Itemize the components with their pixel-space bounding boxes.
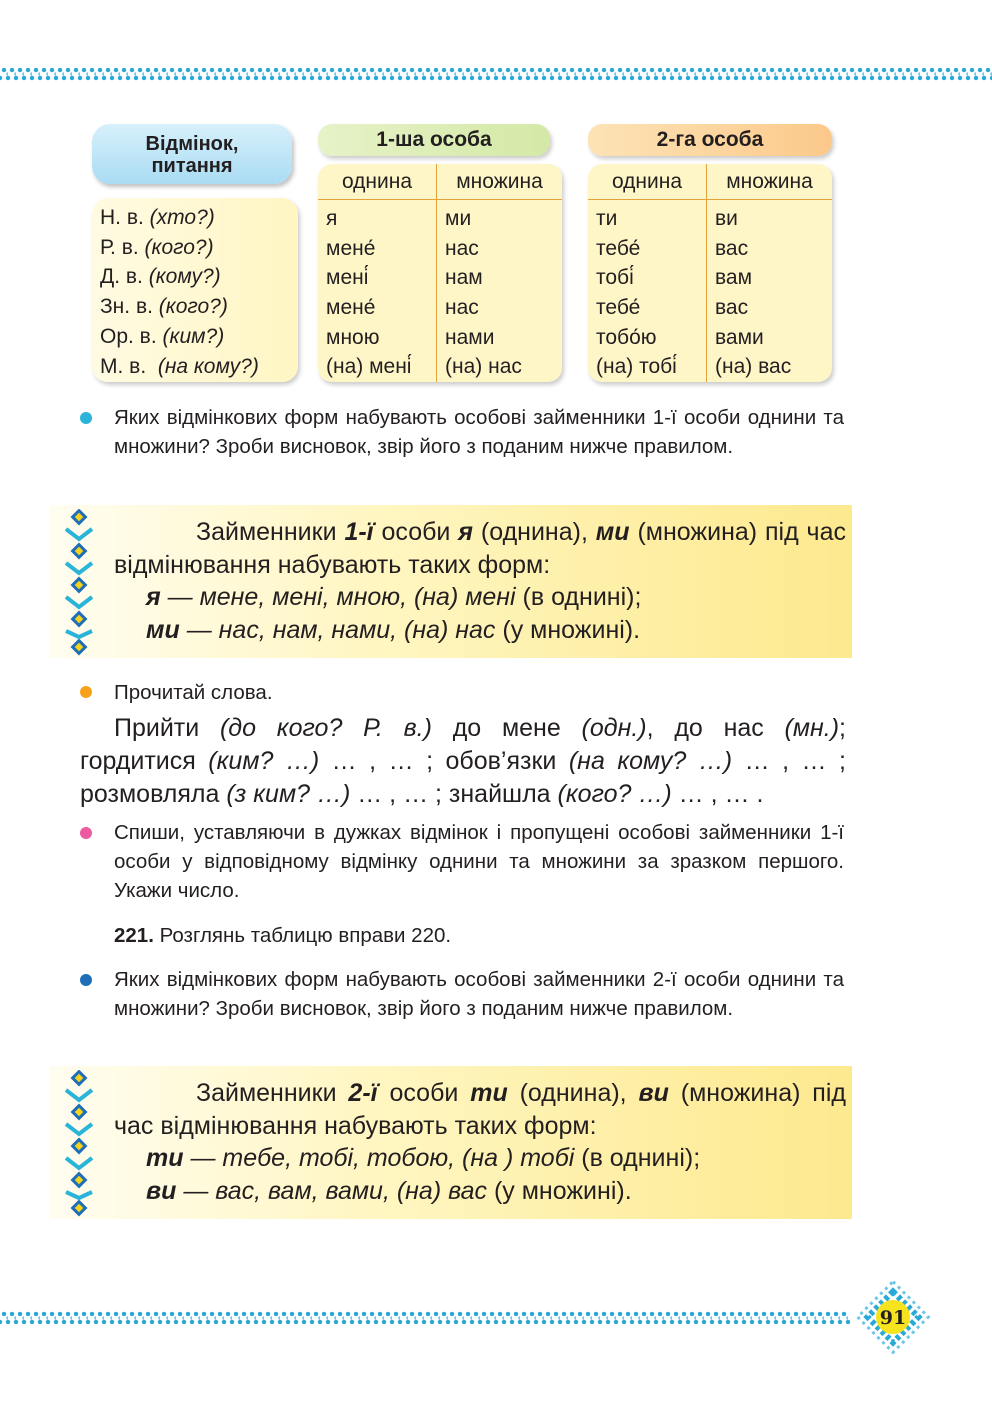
table-cell: тобі́	[596, 266, 634, 290]
table-cell: мною	[326, 325, 380, 349]
rule-1-text	[114, 516, 846, 646]
table-cell: нас	[445, 296, 479, 320]
table-cell: мене́	[326, 296, 376, 320]
case-header-line1: Відмінок,	[145, 133, 239, 155]
embroidery-ornament-icon	[64, 509, 94, 657]
first-person-plural-column	[436, 164, 562, 382]
case-row: Ор. в. (ким?)	[100, 324, 225, 348]
bullet-icon	[80, 827, 92, 839]
table-cell: вас	[715, 296, 749, 320]
plural-label: множина	[707, 164, 832, 200]
table-cell: нас	[445, 236, 479, 260]
case-row: Д. в. (кому?)	[100, 265, 221, 289]
rule-2-singular-line: ти — тебе, тобі, тобою, (на ) тобі (в однині);	[146, 1144, 701, 1172]
second-person-singular-column	[588, 164, 706, 382]
table-cell: вам	[715, 266, 753, 290]
top-ornament-border	[0, 66, 992, 82]
task-4-text: Яких відмінкових форм набувають особові займенники 2-ї особи однини та множини? Зроби висновок, звір його з поданим нижче правилом.	[114, 968, 844, 1020]
table-cell: мене́	[326, 236, 376, 260]
bullet-icon	[80, 974, 92, 986]
reading-line: розмовляла (з ким? …) … , … ; знайшла (кого? …) … , … .	[80, 780, 764, 808]
reading-line: Прийти (до кого? Р. в.) до мене (одн.), до нас (мн.);	[114, 714, 846, 742]
table-cell: тебе́	[596, 296, 641, 320]
table-cell: ми	[445, 207, 472, 230]
rule-box-2	[50, 1066, 852, 1219]
table-cell: я	[326, 207, 338, 230]
plural-label: множина	[437, 164, 562, 200]
table-cell: нам	[445, 266, 483, 290]
case-row: Р. в. (кого?)	[100, 235, 214, 259]
rule-1-plural-line: ми — нас, нам, нами, (на) нас (у множині).	[146, 615, 641, 644]
rule-2-text	[114, 1077, 846, 1207]
second-person-header: 2-га особа	[588, 124, 832, 156]
second-person-plural-column	[706, 164, 832, 382]
bullet-icon	[80, 686, 92, 698]
table-cell: (на) вас	[715, 355, 792, 379]
rule-2-statement: Займенники 2-ї особи ти (однина), ви (множина) під час відмінювання набувають таких форм:	[114, 1079, 846, 1140]
case-header-line2: питання	[151, 155, 233, 177]
rule-1-singular-line: я — мене, мені, мною, (на) мені (в однині);	[146, 583, 642, 611]
page-number: 91	[879, 1307, 907, 1329]
table-cell: тобо́ю	[596, 325, 657, 349]
bullet-icon	[80, 412, 92, 424]
embroidery-ornament-icon	[64, 1070, 94, 1218]
task-2-text: Прочитай слова.	[114, 681, 273, 704]
task-1-text: Яких відмінкових форм набувають особові займенники 1-ї особи однини та множини? Зроби висновок, звір його з поданим нижче правилом.	[114, 406, 844, 458]
table-cell: ви	[715, 207, 738, 230]
rule-box-1	[50, 505, 852, 658]
case-header	[92, 124, 292, 184]
table-cell: вас	[715, 236, 749, 260]
table-cell: нами	[445, 325, 495, 349]
exercise-number: 221.	[114, 924, 154, 947]
case-row: М. в. (на кому?)	[100, 354, 259, 378]
rule-1-statement: Займенники 1-ї особи я (однина), ми (множина) під час відмінювання набувають таких форм:	[114, 518, 846, 579]
singular-label: однина	[588, 164, 706, 200]
first-person-header: 1-ша особа	[318, 124, 550, 156]
case-row: Н. в. (хто?)	[100, 206, 215, 229]
second-person-table	[588, 164, 832, 382]
table-cell: (на) мені́	[326, 355, 412, 379]
bottom-ornament-border	[0, 1310, 850, 1326]
case-row: Зн. в. (кого?)	[100, 295, 228, 319]
exercise-221: 221. Розглянь таблицю вправи 220.	[114, 924, 452, 947]
singular-label: однина	[318, 164, 436, 200]
rule-2-plural-line: ви — вас, вам, вами, (на) вас (у множині).	[146, 1176, 632, 1205]
first-person-singular-column	[318, 164, 436, 382]
table-cell: мені́	[326, 266, 369, 290]
page-number-badge	[848, 1272, 938, 1362]
reading-words	[80, 712, 846, 811]
table-cell: (на) тобі́	[596, 355, 677, 379]
first-person-table	[318, 164, 562, 382]
table-cell: вами	[715, 325, 764, 349]
task-3-text: Спиши, уставляючи в дужках відмінок і пропущені особові займенники 1-ї особи у відповідному відмінку однини та множини за зразком першого. Укажи число.	[114, 821, 844, 902]
table-cell: тебе́	[596, 236, 641, 260]
table-cell: (на) нас	[445, 355, 522, 379]
case-list	[92, 198, 298, 382]
table-cell: ти	[596, 207, 618, 230]
reading-line: гордитися (ким? …) … , … ; обов’язки (на кому? …) … , … ;	[80, 747, 846, 775]
